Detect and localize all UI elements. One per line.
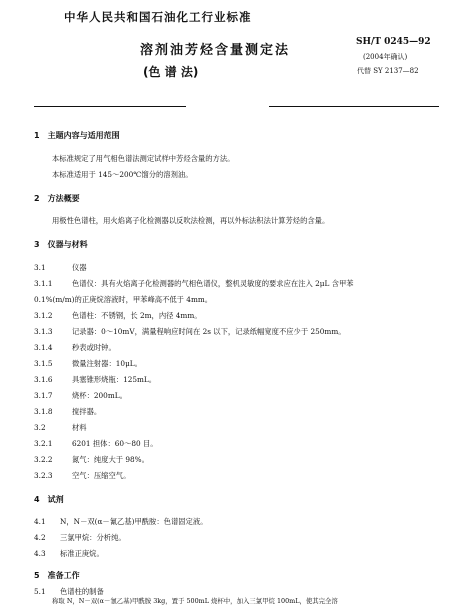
item-number: 3.1.5 bbox=[34, 359, 53, 368]
item-number: 3.1.2 bbox=[34, 311, 53, 320]
item-text: 记录器：0～10mV，满量程响应时间在 2s 以下，记录纸幅宽度不应少于 250mm。 bbox=[72, 327, 346, 336]
section-2-heading: 2 方法概要 bbox=[34, 194, 80, 203]
item-number: 3.1.7 bbox=[34, 391, 53, 400]
item-text: 6201 担体：60～80 目。 bbox=[72, 439, 158, 448]
section-3-heading: 3 仪器与材料 bbox=[34, 240, 88, 249]
item-text: 秒表或时钟。 bbox=[72, 343, 116, 352]
item-text: 三氯甲烷：分析纯。 bbox=[60, 533, 126, 542]
item-number: 3.1.6 bbox=[34, 375, 53, 384]
item-number: 3.1 bbox=[34, 263, 46, 272]
section-5-heading: 5 准备工作 bbox=[34, 571, 80, 580]
standard-replaces: 代替 SY 2137—82 bbox=[357, 67, 419, 75]
section-2-paragraph-1: 用极性色谱柱，用火焰离子化检测器以反吹法检测，再以外标法积法计算芳烃的含量。 bbox=[52, 216, 330, 225]
item-number: 4.1 bbox=[34, 517, 46, 526]
item-number: 5.1 bbox=[34, 587, 46, 596]
item-text: 微量注射器：10μL。 bbox=[72, 359, 142, 368]
item-text-continued: 称取 N，N－双(α－氰乙基)甲酰胺 3kg，置于 500mL 烧杯中，加入三氯甲烷 100mL，使其完全溶 bbox=[52, 597, 338, 605]
item-text: 烧杯：200mL。 bbox=[72, 391, 127, 400]
item-number: 4.2 bbox=[34, 533, 46, 542]
item-number: 3.2.2 bbox=[34, 455, 53, 464]
item-text: 氮气：纯度大于 98%。 bbox=[72, 455, 149, 464]
item-text: 色谱柱的制备 bbox=[60, 587, 104, 596]
item-number: 4.3 bbox=[34, 549, 46, 558]
item-text: 空气：压缩空气。 bbox=[72, 471, 131, 480]
item-number: 3.2 bbox=[34, 423, 46, 432]
header-rule-left bbox=[34, 106, 186, 107]
item-text-continued: 0.1%(m/m)的正庚烷溶液时，甲苯峰高不低于 4mm。 bbox=[34, 295, 213, 304]
standard-title: 溶剂油芳烃含量测定法 bbox=[140, 43, 291, 58]
standard-subtitle: (色 谱 法) bbox=[143, 65, 199, 79]
item-text: 材料 bbox=[72, 423, 87, 432]
org-title: 中华人民共和国石油化工行业标准 bbox=[64, 10, 252, 24]
standard-confirmed: (2004年确认) bbox=[363, 53, 408, 61]
item-number: 3.1.3 bbox=[34, 327, 53, 336]
standard-code: SH/T 0245—92 bbox=[356, 37, 431, 47]
item-text: 具塞锥形烧瓶：125mL。 bbox=[72, 375, 157, 384]
header-rule-right bbox=[269, 106, 439, 107]
item-text: 仪器 bbox=[72, 263, 87, 272]
section-4-heading: 4 试剂 bbox=[34, 495, 64, 504]
item-text: 搅拌器。 bbox=[72, 407, 102, 416]
section-1-paragraph-1: 本标准规定了用气相色谱法测定试样中芳烃含量的方法。 bbox=[52, 154, 235, 163]
section-1-heading: 1 主题内容与适用范围 bbox=[34, 131, 120, 140]
item-number: 3.2.3 bbox=[34, 471, 53, 480]
item-text: 标准正庚烷。 bbox=[60, 549, 104, 558]
item-number: 3.2.1 bbox=[34, 439, 53, 448]
item-number: 3.1.4 bbox=[34, 343, 53, 352]
section-1-paragraph-2: 本标准适用于 145～200℃馏分的溶剂油。 bbox=[52, 170, 193, 179]
item-text: 色谱仪：具有火焰离子化检测器的气相色谱仪，整机灵敏度的要求应在注入 2μL 含甲苯 bbox=[72, 279, 354, 288]
item-text: N，N－双(α－氰乙基)甲酰胺：色谱固定液。 bbox=[60, 517, 208, 526]
item-number: 3.1.8 bbox=[34, 407, 53, 416]
item-text: 色谱柱：不锈钢，长 2m，内径 4mm。 bbox=[72, 311, 202, 320]
item-number: 3.1.1 bbox=[34, 279, 53, 288]
